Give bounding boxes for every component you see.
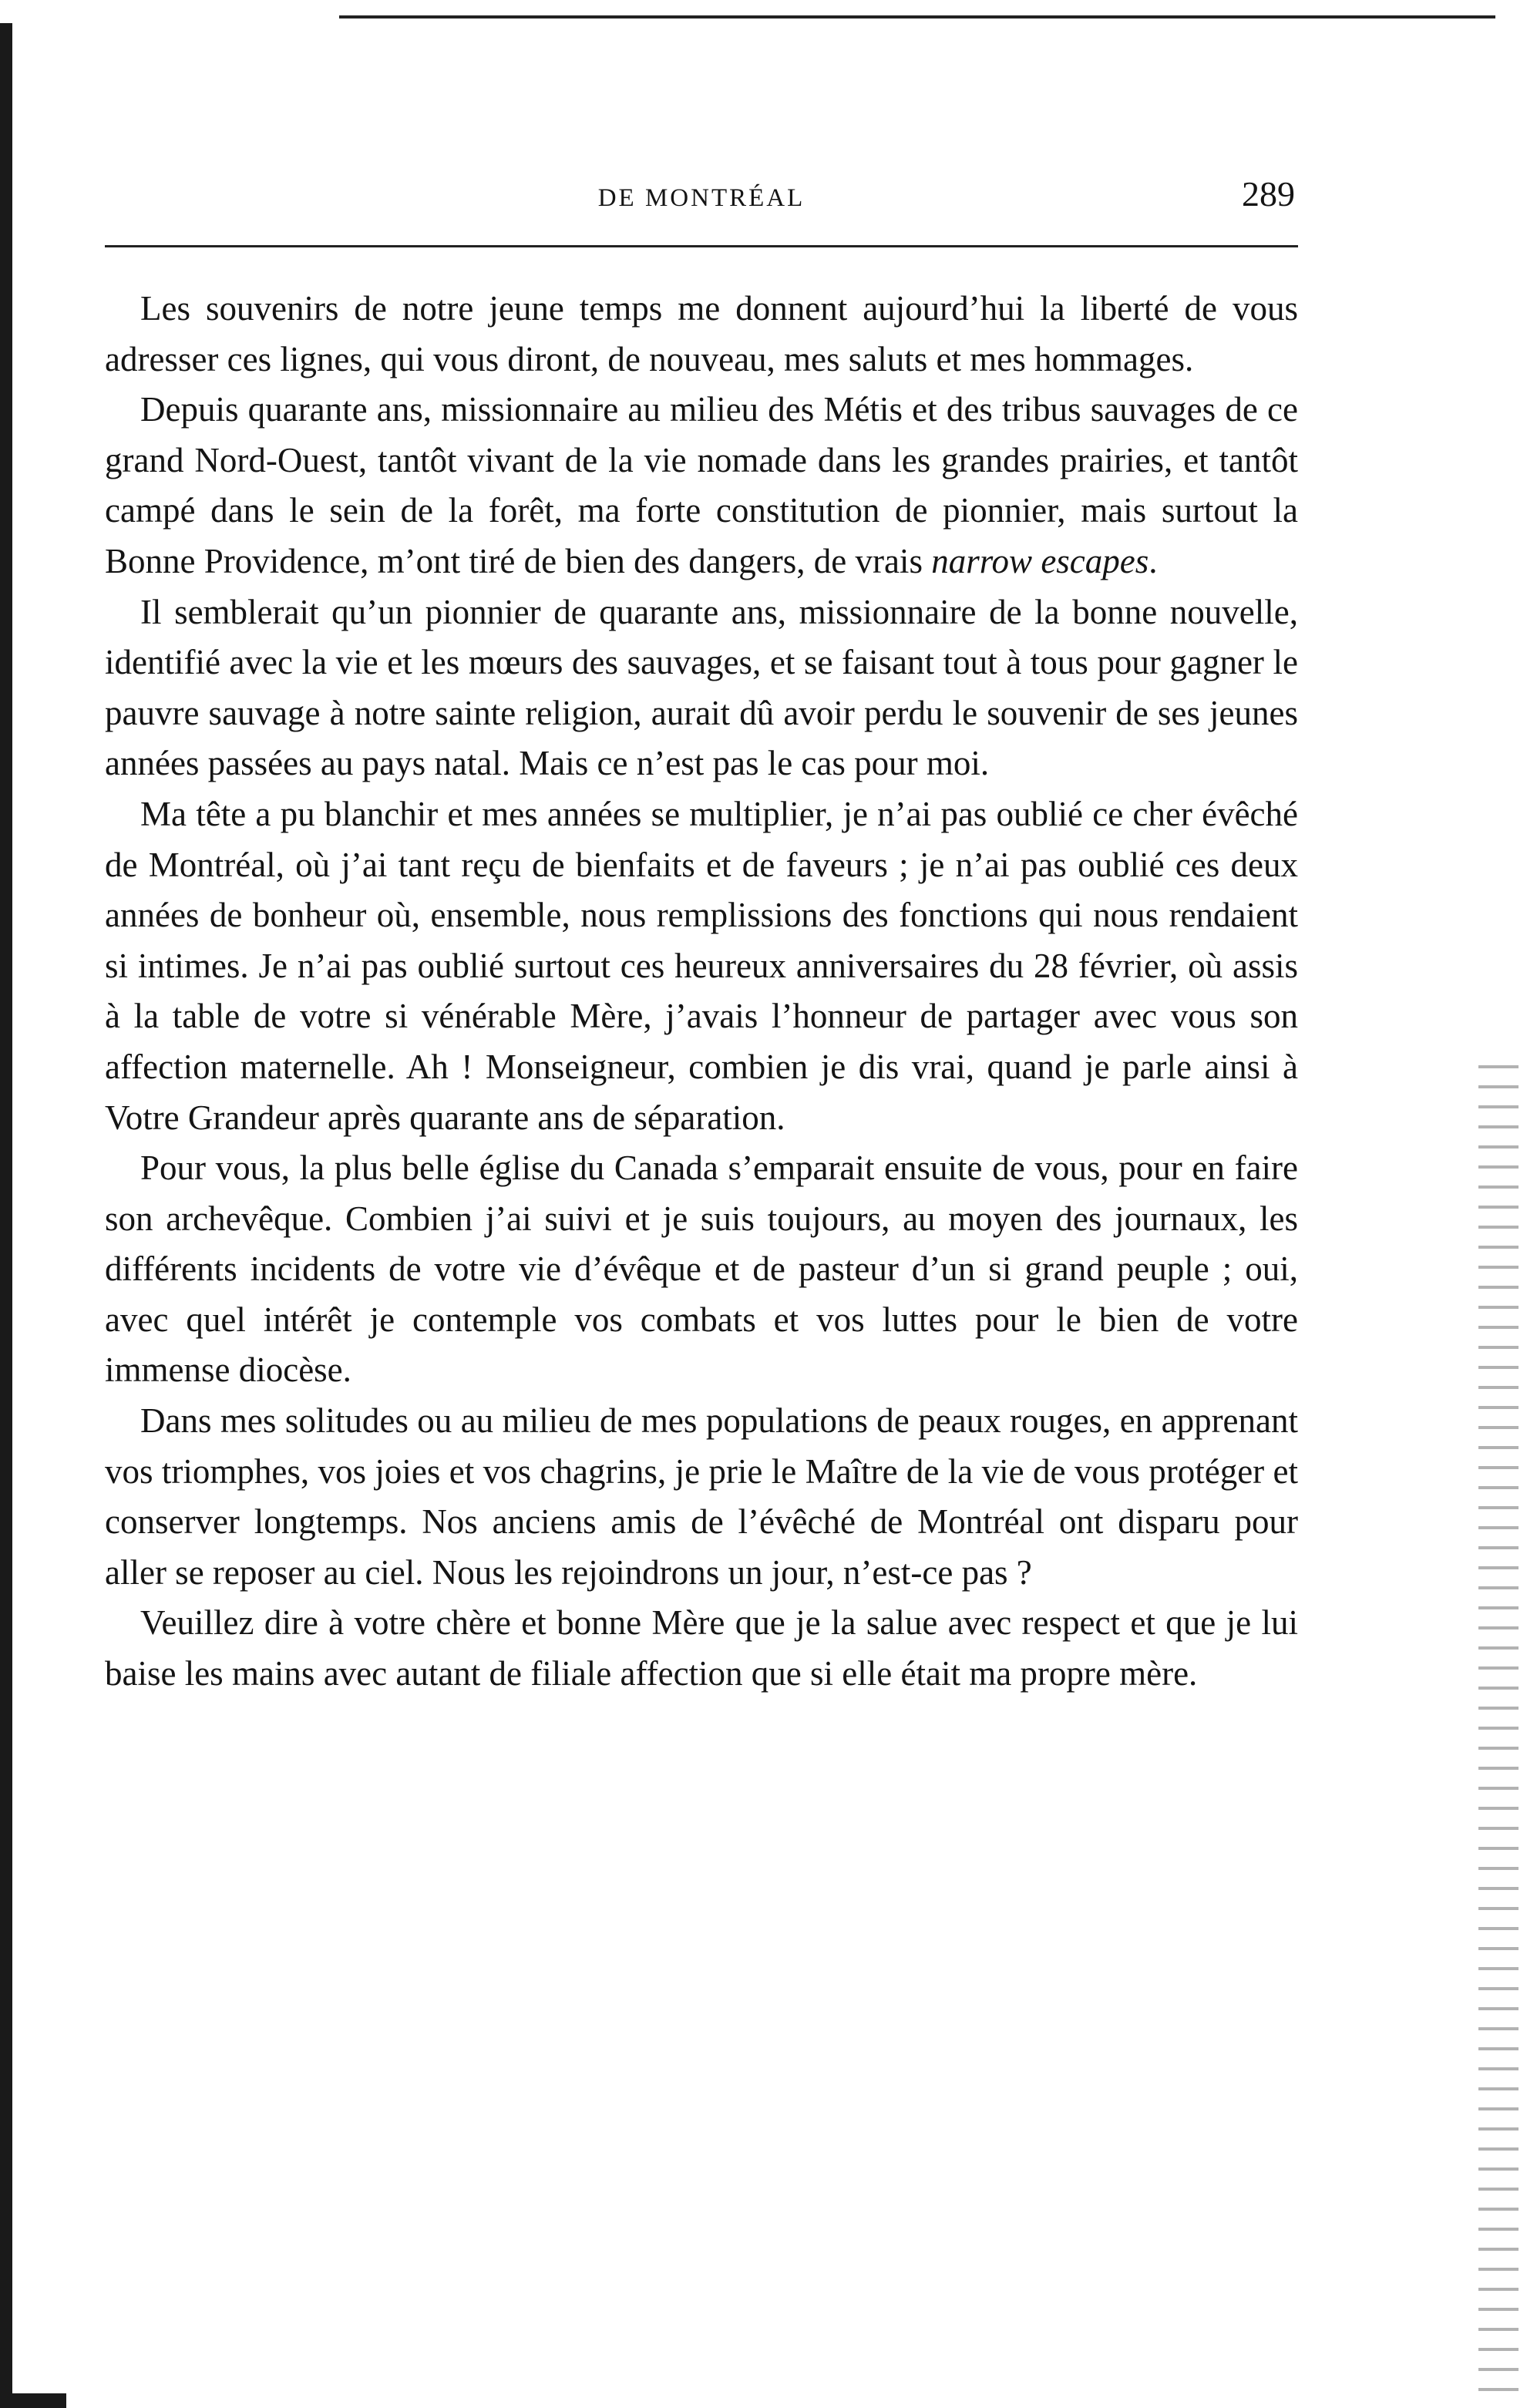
paragraph-2 bbox=[105, 385, 1298, 587]
paragraph-1-text: Les souvenirs de notre jeune temps me donnent aujourd’hui la liberté de vous adresser ces lignes, qui vous diront, de nouveau, mes saluts et mes hommages. bbox=[105, 289, 1298, 378]
paragraph-3 bbox=[105, 587, 1298, 789]
scan-bottom-corner bbox=[12, 2393, 66, 2408]
paragraph-2-emphasis: narrow escapes bbox=[931, 541, 1149, 580]
paragraph-5-text: Pour vous, la plus belle église du Canada s’emparait ensuite de vous, pour en faire son archevêque. Combien j’ai suivi et je suis toujours, au moyen des journaux, les différents incidents de votre vie d’évêque et de pasteur d’un si grand peuple ; oui, avec quel intérêt je contemple vos combats et vos luttes pour le bien de votre immense diocèse. bbox=[105, 1149, 1298, 1390]
paragraph-3-text: Il semblerait qu’un pionnier de quarante ans, missionnaire de la bonne nouvelle, identifié avec la vie et les mœurs des sauvages, et se faisant tout à tous pour gagner le pauvre sauvage à notre sainte religion, aurait dû avoir perdu le souvenir de ses jeunes années passées au pays natal. Mais ce n’est pas le cas pour moi. bbox=[105, 592, 1298, 783]
paragraph-4-text: Ma tête a pu blanchir et mes années se multiplier, je n’ai pas oublié ce cher évêché de Montréal, où j’ai tant reçu de bienfaits et de faveurs ; je n’ai pas oublié ces deux années de bonheur où, ensemble, nous remplissions des fonctions qui nous rendaient si intimes. Je n’ai pas oublié surtout ces heureux anniversaires du 28 février, où assis à la table de votre si vénérable Mère, j’avais l’honneur de partager avec vous son affection maternelle. Ah ! Monseigneur, combien je dis vrai, quand je parle ainsi à Votre Grandeur après quarante ans de séparation. bbox=[105, 794, 1298, 1137]
paragraph-2-after: . bbox=[1149, 541, 1158, 580]
paragraph-1 bbox=[105, 284, 1298, 385]
body-text bbox=[105, 284, 1298, 1700]
scan-right-speckle bbox=[1478, 1048, 1519, 2405]
paragraph-2-text: Depuis quarante ans, missionnaire au milieu des Métis et des tribus sauvages de ce grand Nord-Ouest, tantôt vivant de la vie nomade dans les grandes prairies, et tantôt campé dans le sein de la forêt, ma forte constitution de pionnier, mais surtout la Bonne Providence, m’ont tiré de bien des dangers, de vrais bbox=[105, 390, 1298, 580]
paragraph-6 bbox=[105, 1396, 1298, 1598]
scan-left-edge bbox=[0, 23, 12, 2408]
page-number: 289 bbox=[1242, 174, 1295, 214]
paragraph-7-text: Veuillez dire à votre chère et bonne Mère que je la salue avec respect et que je lui baise les mains avec autant de filiale affection que si elle était ma propre mère. bbox=[105, 1603, 1298, 1693]
running-head bbox=[108, 173, 1295, 227]
header-rule bbox=[105, 245, 1298, 247]
paragraph-5 bbox=[105, 1143, 1298, 1396]
scan-top-rule bbox=[339, 15, 1495, 18]
paragraph-4 bbox=[105, 789, 1298, 1143]
paragraph-7 bbox=[105, 1598, 1298, 1699]
paragraph-6-text: Dans mes solitudes ou au milieu de mes populations de peaux rouges, en apprenant vos triomphes, vos joies et vos chagrins, je prie le Maître de la vie de vous protéger et conserver longtemps. Nos anciens amis de l’évêché de Montréal ont disparu pour aller se reposer au ciel. Nous les rejoindrons un jour, n’est-ce pas ? bbox=[105, 1401, 1298, 1592]
running-head-title: DE MONTRÉAL bbox=[597, 184, 805, 212]
